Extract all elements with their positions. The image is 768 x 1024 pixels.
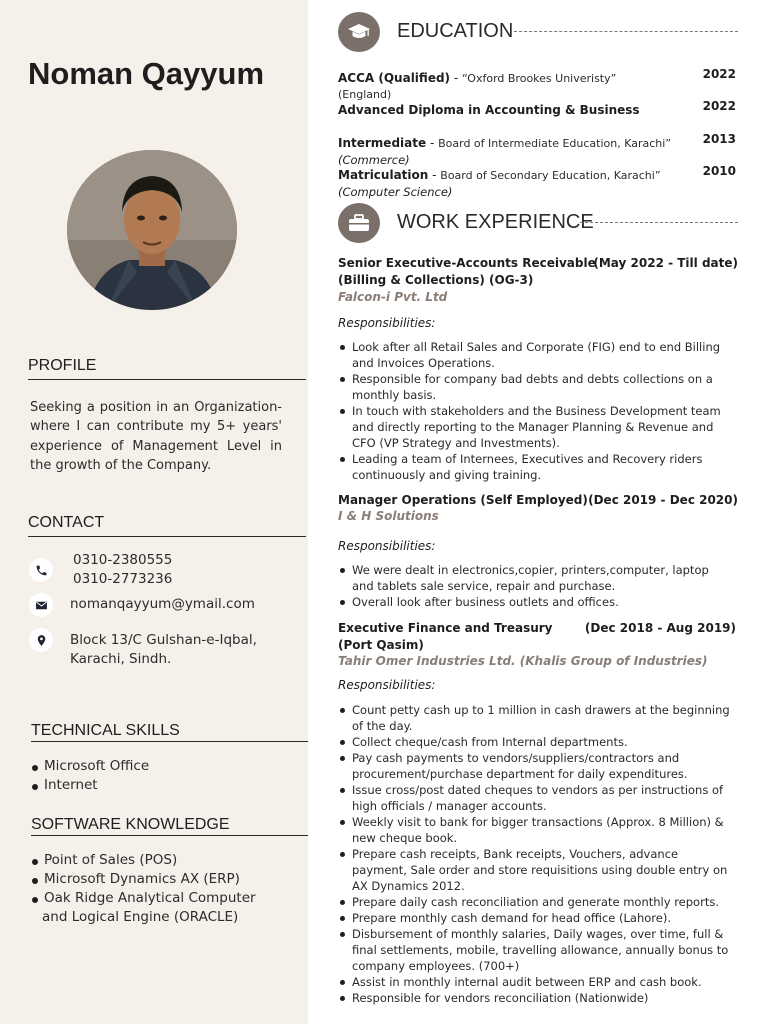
education-entry — [338, 67, 738, 103]
job-dates: (May 2022 - Till date) — [593, 256, 738, 270]
technical-skills-list — [30, 757, 149, 795]
skill-item: Internet — [30, 776, 149, 795]
sidebar — [0, 0, 308, 1024]
degree: Advanced Diploma in Accounting & Business — [338, 103, 640, 117]
list-item: We were dealt in electronics,copier, printers,computer, laptop and tablets sale service, repair and purchase. — [338, 562, 730, 594]
education-year: 2022 — [702, 67, 736, 81]
job-title: Manager Operations (Self Employed) — [338, 493, 588, 507]
education-entry — [338, 99, 738, 118]
job-dates: (Dec 2018 - Aug 2019) — [584, 621, 736, 635]
list-item: Prepare daily cash reconciliation and generate monthly reports. — [338, 894, 730, 910]
list-item: Prepare cash receipts, Bank receipts, Vouchers, advance payment, Sale order and store requisitions using double entry on AX Dynamics 2012. — [338, 846, 730, 894]
responsibilities-label: Responsibilities: — [338, 316, 436, 330]
responsibilities-list — [338, 702, 730, 1006]
phone-number-1[interactable]: 0310-2380555 — [73, 552, 173, 568]
separator: - — [450, 71, 462, 85]
institute: “Oxford Brookes Univeristy” — [462, 72, 617, 85]
profile-heading: PROFILE — [28, 357, 97, 374]
software-item-continued: and Logical Engine (ORACLE) — [42, 909, 239, 925]
list-item: Pay cash payments to vendors/suppliers/contractors and procurement/purchase department for daily expenditures. — [338, 750, 730, 782]
list-item: Issue cross/post dated cheques to vendors as per instructions of high officials / manager accounts. — [338, 782, 730, 814]
institute: Board of Intermediate Education, Karachi” — [438, 137, 672, 150]
software-knowledge-divider — [31, 835, 308, 836]
degree: Intermediate — [338, 136, 427, 150]
list-item: Responsible for vendors reconciliation (Nationwide) — [338, 990, 730, 1006]
technical-skills-divider — [31, 741, 308, 742]
list-item: Assist in monthly internal audit between ERP and cash book. — [338, 974, 730, 990]
email-icon — [29, 593, 53, 617]
company-name: Falcon-i Pvt. Ltd — [338, 290, 448, 304]
software-knowledge-list — [30, 851, 256, 927]
list-item: Count petty cash up to 1 million in cash drawers at the beginning of the day. — [338, 702, 730, 734]
list-item: Collect cheque/cash from Internal departments. — [338, 734, 730, 750]
main-content — [308, 0, 768, 1024]
separator: - — [428, 168, 441, 182]
education-heading: EDUCATION — [397, 20, 514, 42]
responsibilities-list — [338, 339, 730, 483]
address-line-1: Block 13/C Gulshan-e-Iqbal, — [70, 632, 257, 648]
job-title: Executive Finance and Treasury — [338, 621, 553, 635]
profile-text: Seeking a position in an Organization- where I can contribute my 5+ years' experience of Management Level in the growth of the Company. — [30, 400, 282, 473]
degree: Matriculation — [338, 168, 429, 182]
contact-divider — [28, 536, 306, 537]
job-title-continued: (Billing & Collections) (OG-3) — [338, 273, 534, 287]
list-item: Look after all Retail Sales and Corporate (FIG) end to end Billing and Invoices Operations. — [338, 339, 730, 371]
software-item: Microsoft Dynamics AX (ERP) — [30, 870, 256, 889]
profile-photo — [67, 150, 237, 310]
education-note: (England) — [338, 88, 392, 101]
education-year: 2013 — [702, 132, 736, 146]
degree: ACCA (Qualified) — [338, 71, 451, 85]
software-item: Oak Ridge Analytical Computer — [30, 889, 256, 908]
address-line-2: Karachi, Sindh. — [70, 651, 172, 667]
list-item: Overall look after business outlets and offices. — [338, 594, 730, 610]
job-title: Senior Executive-Accounts Receivable — [338, 256, 596, 270]
work-experience-divider — [580, 222, 738, 223]
phone-number-2[interactable]: 0310-2773236 — [73, 571, 173, 587]
software-item: Point of Sales (POS) — [30, 851, 256, 870]
company-name: I & H Solutions — [338, 509, 439, 523]
education-entry — [338, 132, 738, 168]
briefcase-icon — [338, 203, 380, 243]
software-knowledge-heading: SOFTWARE KNOWLEDGE — [31, 816, 230, 833]
separator: - — [426, 136, 439, 150]
responsibilities-list — [338, 562, 730, 610]
phone-icon — [29, 558, 53, 582]
company-name: Tahir Omer Industries Ltd. (Khalis Group of Industries) — [338, 654, 708, 668]
job-title-continued: (Port Qasim) — [338, 638, 424, 652]
responsibilities-label: Responsibilities: — [338, 539, 436, 553]
education-year: 2022 — [702, 99, 736, 113]
list-item: Leading a team of Internees, Executives and Recovery riders continuously and giving training. — [338, 451, 730, 483]
graduation-cap-icon — [338, 12, 380, 52]
contact-heading: CONTACT — [28, 514, 105, 531]
list-item: In touch with stakeholders and the Business Development team and directly reporting to the Manager Planning & Revenue and CFO (VP Strategy and Investments). — [338, 403, 730, 451]
job-dates: (Dec 2019 - Dec 2020) — [588, 493, 738, 507]
candidate-name: Noman Qayyum — [28, 56, 265, 91]
technical-skills-heading: TECHNICAL SKILLS — [31, 722, 180, 739]
list-item: Disbursement of monthly salaries, Daily wages, over time, full & final settlements, mobile, travelling allowance, annually bonus to company employees. (700+) — [338, 926, 730, 974]
skill-item: Microsoft Office — [30, 757, 149, 776]
institute: Board of Secondary Education, Karachi” — [440, 169, 661, 182]
education-note: (Computer Science) — [338, 185, 453, 199]
education-note: (Commerce) — [338, 153, 410, 167]
location-pin-icon — [29, 628, 53, 652]
education-year: 2010 — [702, 164, 736, 178]
email-address[interactable]: nomanqayyum@ymail.com — [70, 596, 255, 612]
list-item: Responsible for company bad debts and debts collections on a monthly basis. — [338, 371, 730, 403]
education-entry — [338, 164, 738, 200]
list-item: Prepare monthly cash demand for head office (Lahore). — [338, 910, 730, 926]
list-item: Weekly visit to bank for bigger transactions (Approx. 8 Million) & new cheque book. — [338, 814, 730, 846]
education-divider — [514, 31, 738, 32]
responsibilities-label: Responsibilities: — [338, 678, 436, 692]
profile-divider — [28, 379, 306, 380]
work-experience-heading: WORK EXPERIENCE — [397, 211, 594, 233]
